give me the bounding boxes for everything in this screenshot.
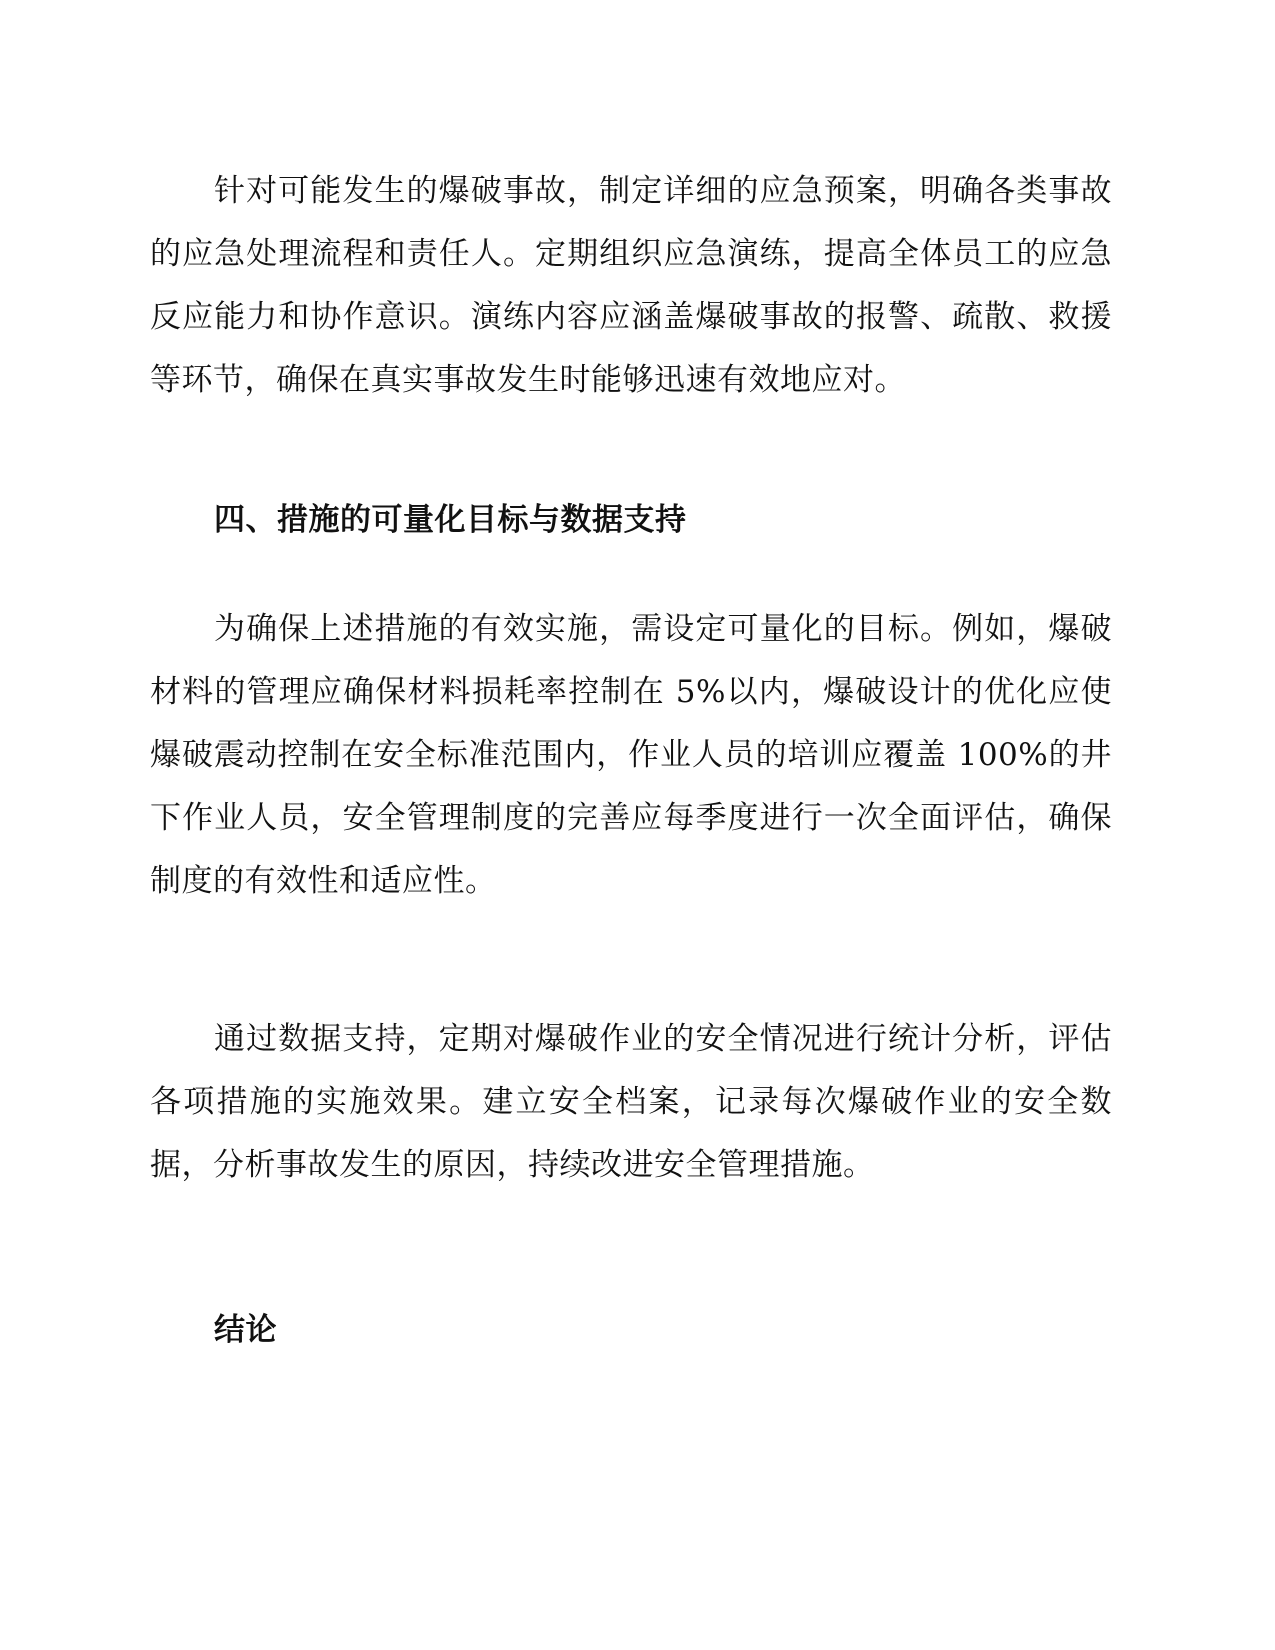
- section-heading-conclusion: [150, 1310, 1112, 1350]
- paragraph-emergency-plan: [150, 160, 1112, 412]
- paragraph-data-support: [150, 1008, 1112, 1197]
- heading-text: 四、措施的可量化目标与数据支持: [214, 502, 687, 538]
- section-heading-quantifiable-targets: [150, 500, 1112, 540]
- paragraph-quantifiable-targets: [150, 598, 1112, 913]
- paragraph-text: 通过数据支持，定期对爆破作业的安全情况进行统计分析，评估各项措施的实施效果。建立安全档案，记录每次爆破作业的安全数据，分析事故发生的原因，持续改进安全管理措施。: [150, 1021, 1112, 1183]
- paragraph-text: 为确保上述措施的有效实施，需设定可量化的目标。例如，爆破材料的管理应确保材料损耗率控制在 5%以内，爆破设计的优化应使爆破震动控制在安全标准范围内，作业人员的培训应覆盖 100%的井下作业人员，安全管理制度的完善应每季度进行一次全面评估，确保制度的有效性和适应性。: [150, 611, 1112, 899]
- heading-text: 结论: [214, 1312, 277, 1348]
- paragraph-text: 针对可能发生的爆破事故，制定详细的应急预案，明确各类事故的应急处理流程和责任人。定期组织应急演练，提高全体员工的应急反应能力和协作意识。演练内容应涵盖爆破事故的报警、疏散、救援等环节，确保在真实事故发生时能够迅速有效地应对。: [150, 173, 1112, 398]
